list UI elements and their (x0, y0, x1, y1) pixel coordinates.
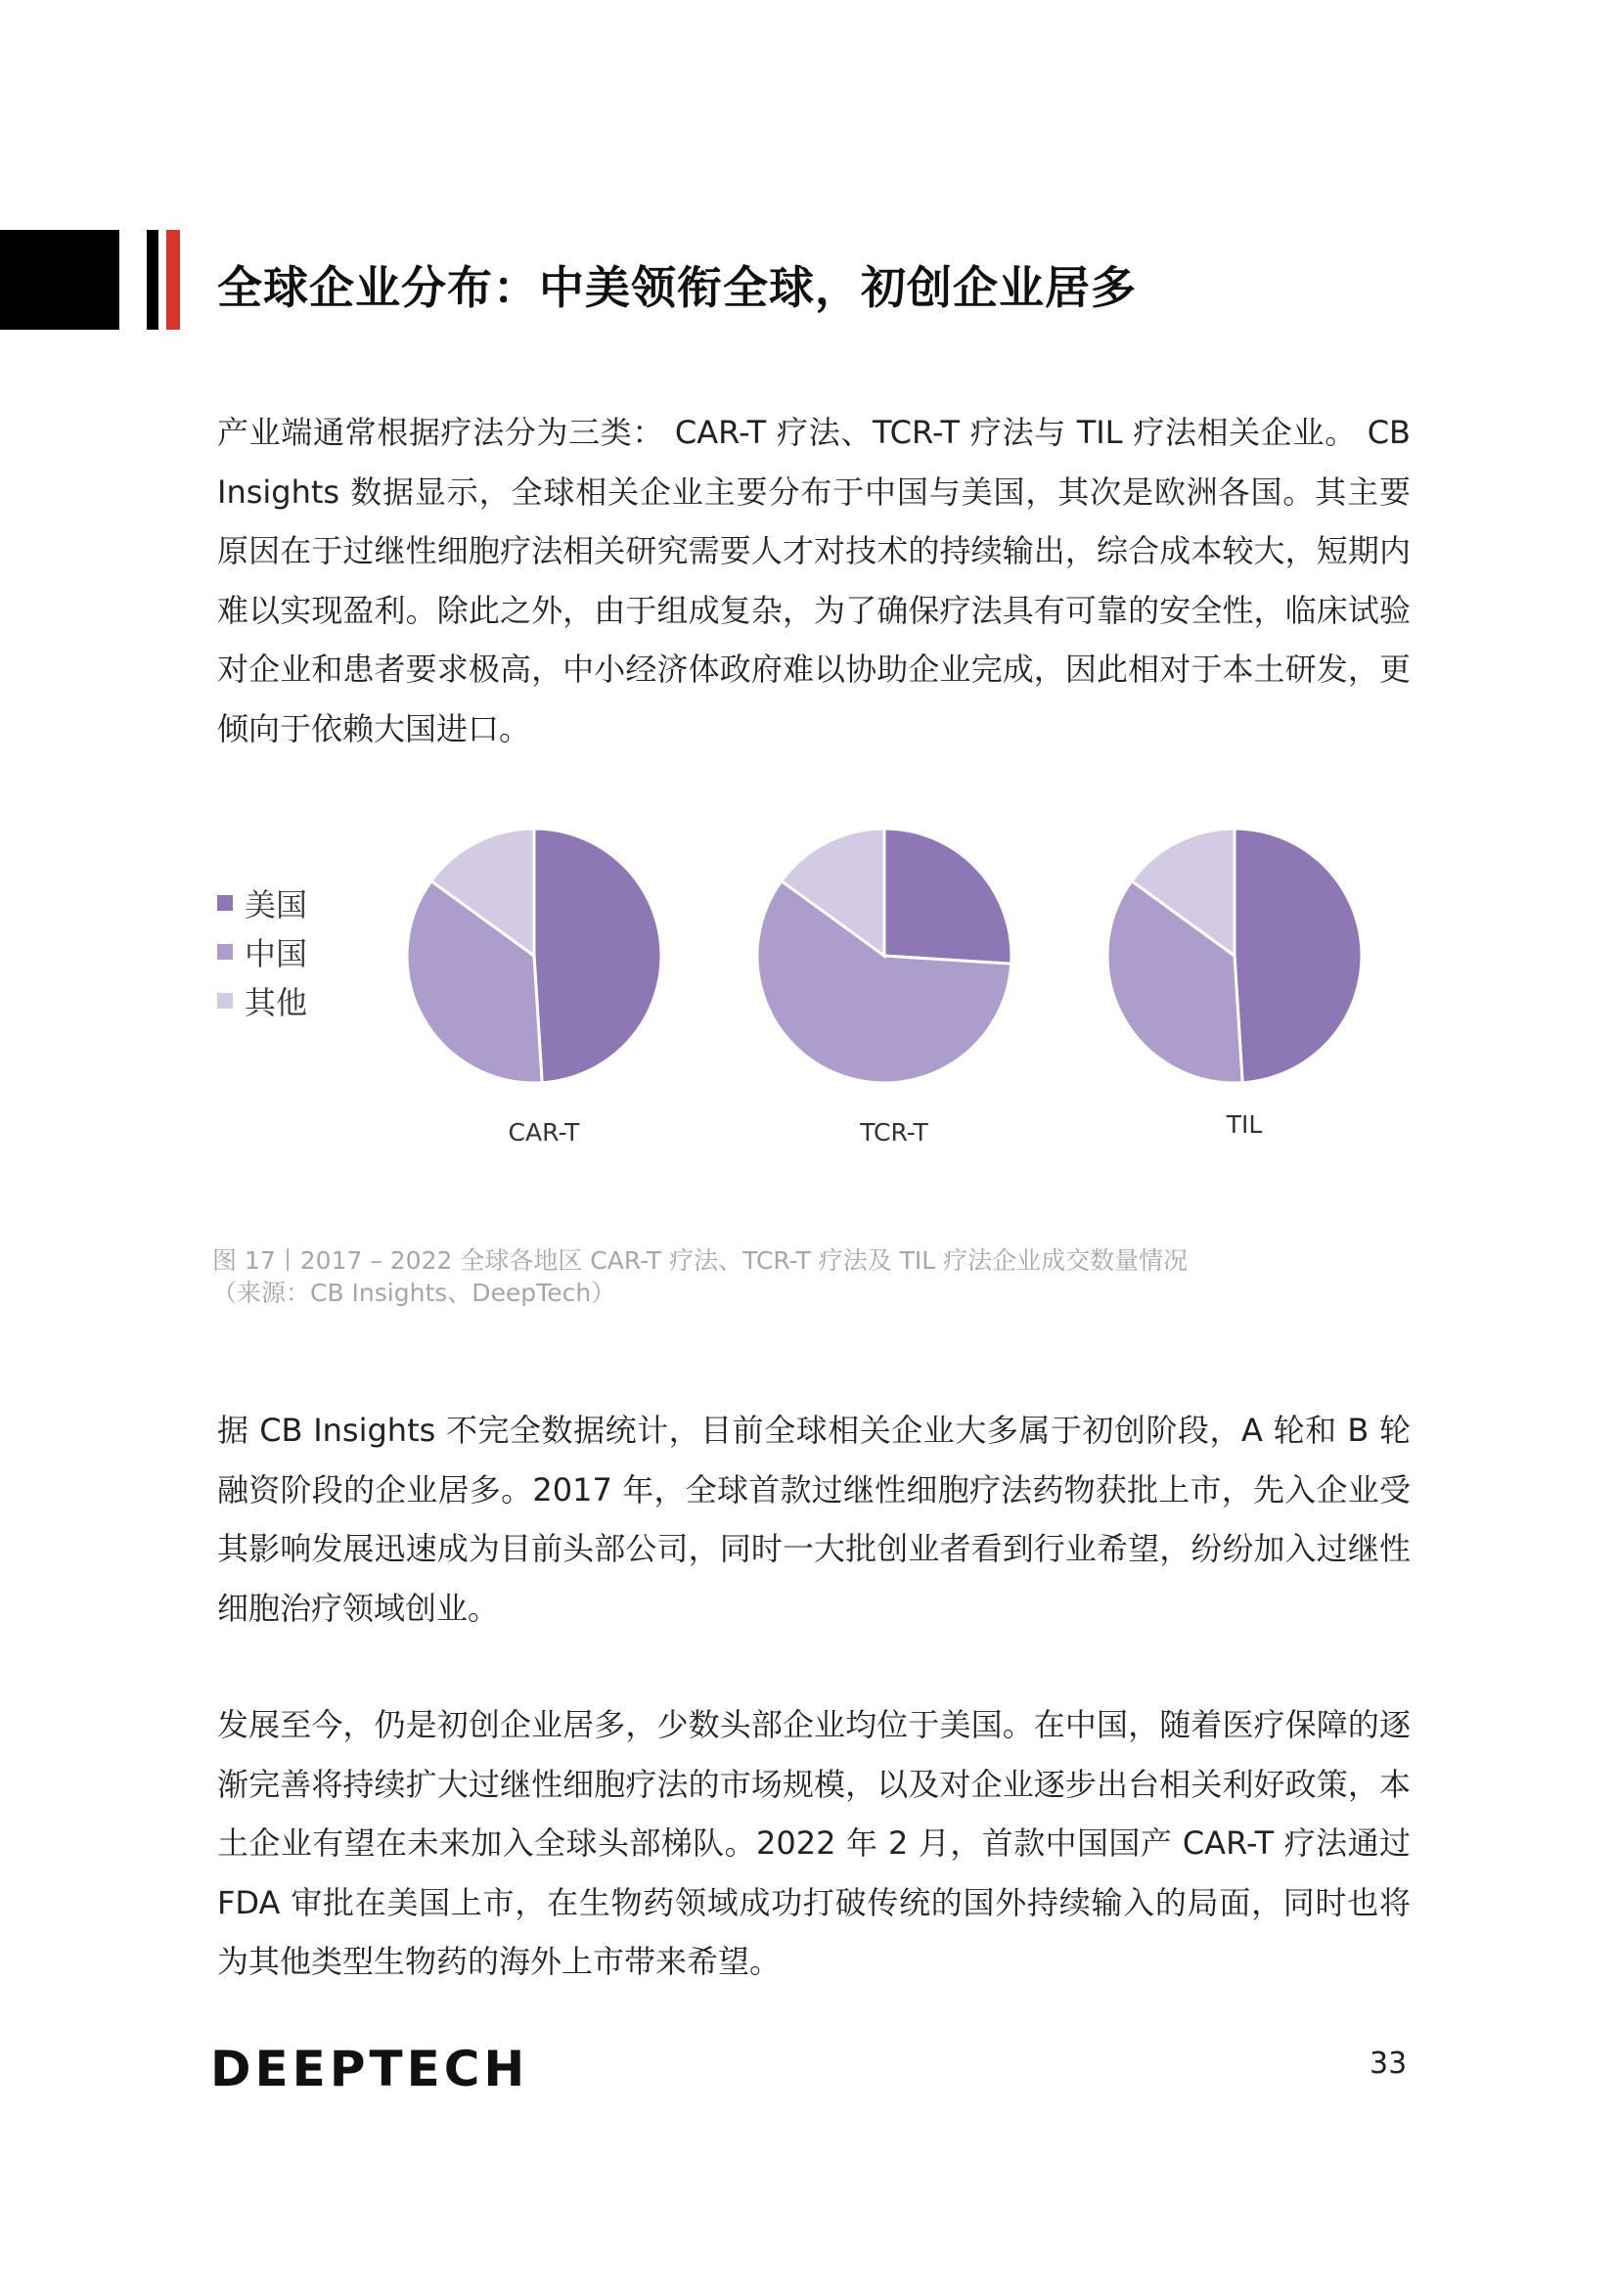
paragraph-2: 据 CB Insights 不完全数据统计，目前全球相关企业大多属于初创阶段，A 轮和 B 轮融资阶段的企业居多。2017 年，全球首款过继性细胞疗法药物获批上市，先入企业受其影响发展迅速成为目前头部公司，同时一大批创业者看到行业希望，纷纷加入过继性细胞治疗领域创业。 (217, 1412, 1411, 1627)
deeptech-logo (210, 2041, 528, 2097)
pie-slice-car-t-usa (534, 829, 661, 1083)
caption-line-1: 图 17丨2017 – 2022 全球各地区 CAR-T 疗法、TCR-T 疗法及 TIL 疗法企业成交数量情况 (212, 1246, 1189, 1275)
logo-text: DEEPTECH (210, 2041, 529, 2097)
caption-line-2: （来源：CB Insights、DeepTech） (212, 1279, 616, 1307)
page-title: 全球企业分布：中美领衔全球，初创企业居多 (217, 261, 1137, 314)
pie-slice-til-usa (1235, 829, 1362, 1083)
legend-label-other: 其他 (245, 984, 308, 1021)
legend-label-usa: 美国 (245, 886, 308, 923)
legend-label-china: 中国 (245, 935, 308, 972)
figure-caption (212, 1244, 1464, 1309)
paragraph-1: 产业端通常根据疗法分为三类： CAR-T 疗法、TCR-T 疗法与 TIL 疗法相关企业。 CB Insights 数据显示，全球相关企业主要分布于中国与美国，其次是欧洲各国。其主要原因在于过继性细胞疗法相关研究需要人才对技术的持续输出，综合成本较大，短期内难以实现盈利。除此之外，由于组成复杂，为了确保疗法具有可靠的安全性，临床试验对企业和患者要求极高，中小经济体政府难以协助企业完成，因此相对于本土研发，更倾向于依赖大国进口。 (217, 414, 1411, 747)
pie-label-car-t: CAR-T (508, 1118, 580, 1147)
page-number: 33 (1370, 2047, 1408, 2081)
pie-label-tcr-t: TCR-T (860, 1118, 928, 1147)
pie-label-til: TIL (1226, 1110, 1263, 1139)
paragraph-3: 发展至今，仍是初创企业居多，少数头部企业均位于美国。在中国，随着医疗保障的逐渐完善将持续扩大过继性细胞疗法的市场规模，以及对企业逐步出台相关利好政策，本土企业有望在未来加入全球头部梯队。2022 年 2 月，首款中国国产 CAR-T 疗法通过 FDA 审批在美国上市，在生物药领域成功打破传统的国外持续输入的局面，同时也将为其他类型生物药的海外上市带来希望。 (217, 1706, 1411, 1980)
pie-slice-tcr-t-usa (884, 829, 1011, 964)
